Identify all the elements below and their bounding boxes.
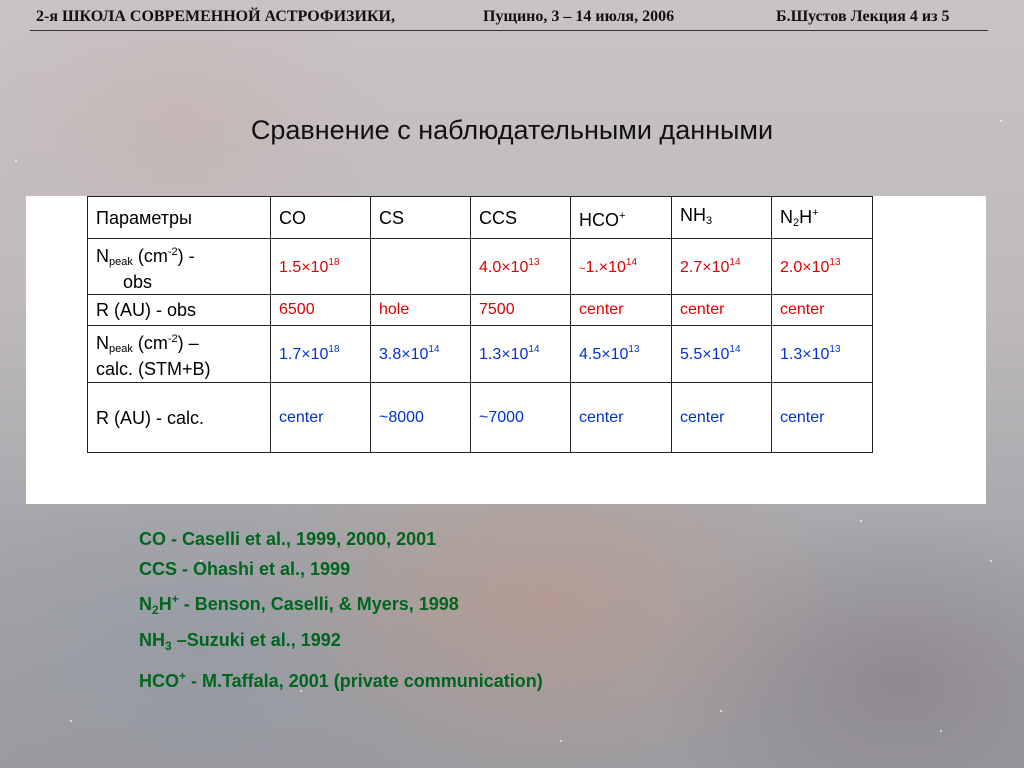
comparison-table xyxy=(87,196,873,453)
cell-npeak-obs-n2h: $2.0\times 10^{13}$ xyxy=(772,239,873,295)
cell-npeak-obs-co: $1.5\times 10^{18}$ xyxy=(271,239,371,295)
header-place-date: Пущино, 3 – 14 июля, 2006 xyxy=(483,8,675,25)
cell-r-obs-hco: center xyxy=(571,295,672,326)
header-nh3: $NH_3$ xyxy=(672,197,772,239)
cell-r-calc-hco: center xyxy=(571,383,672,453)
cell-npeak-calc-ccs: $1.3\times 10^{14}$ xyxy=(471,326,571,383)
references-list xyxy=(139,524,543,696)
header-divider xyxy=(30,30,988,31)
row-label-r-calc: R (AU) - calc. xyxy=(88,383,271,453)
row-label-npeak-obs: $N_{peak}$ $(cm^{-2})$ - obs xyxy=(88,239,271,295)
header-lecture: Б.Шустов Лекция 4 из 5 xyxy=(776,8,950,25)
cell-r-obs-n2h: center xyxy=(772,295,873,326)
reference-nh3: $NH_3$ –Suzuki et al., 1992 xyxy=(139,630,341,653)
reference-ccs: CCS - Ohashi et al., 1999 xyxy=(139,559,351,579)
cell-r-calc-ccs: ~7000 xyxy=(471,383,571,453)
cell-r-obs-cs: hole xyxy=(371,295,471,326)
row-label-r-obs: R (AU) - obs xyxy=(88,295,271,326)
cell-r-obs-ccs: 7500 xyxy=(471,295,571,326)
cell-npeak-calc-nh3: $5.5\times 10^{14}$ xyxy=(672,326,772,383)
reference-n2h: $N_2H^+$ - Benson, Caselli, & Myers, 1998 xyxy=(139,592,459,617)
cell-npeak-calc-hco: $4.5\times 10^{13}$ xyxy=(571,326,672,383)
header-co: CO xyxy=(271,197,371,239)
slide-header xyxy=(0,8,1024,30)
table-row-r-calc xyxy=(88,383,873,453)
cell-r-calc-n2h: center xyxy=(772,383,873,453)
cell-npeak-obs-hco: $\sim 1.\times 10^{14}$ xyxy=(571,239,672,295)
table-header-row xyxy=(88,197,873,239)
table-row-npeak-calc xyxy=(88,326,873,383)
cell-npeak-obs-nh3: $2.7\times 10^{14}$ xyxy=(672,239,772,295)
cell-r-obs-nh3: center xyxy=(672,295,772,326)
table-row-r-obs xyxy=(88,295,873,326)
cell-npeak-obs-ccs: $4.0\times 10^{13}$ xyxy=(471,239,571,295)
header-n2h: $N_2H^+$ xyxy=(772,197,873,239)
reference-hco: HCO+ - M.Taffala, 2001 (private communication) xyxy=(139,669,543,691)
cell-r-calc-co: center xyxy=(271,383,371,453)
header-param: Параметры xyxy=(88,197,271,239)
table-row-npeak-obs xyxy=(88,239,873,295)
reference-co: CO - Caselli et al., 1999, 2000, 2001 xyxy=(139,529,437,549)
cell-npeak-obs-cs xyxy=(371,239,471,295)
header-ccs: CCS xyxy=(471,197,571,239)
cell-r-calc-cs: ~8000 xyxy=(371,383,471,453)
cell-r-calc-nh3: center xyxy=(672,383,772,453)
row-label-npeak-calc: $N_{peak}$ $(cm^{-2})$ – calc. (STM+B) xyxy=(88,326,271,383)
cell-npeak-calc-co: $1.7\times 10^{18}$ xyxy=(271,326,371,383)
slide-title: Сравнение с наблюдательными данными xyxy=(250,115,774,145)
cell-r-obs-co: 6500 xyxy=(271,295,371,326)
cell-npeak-calc-n2h: $1.3\times 10^{13}$ xyxy=(772,326,873,383)
header-school: 2-я ШКОЛА СОВРЕМЕННОЙ АСТРОФИЗИКИ, xyxy=(36,8,395,25)
header-cs: CS xyxy=(371,197,471,239)
cell-npeak-calc-cs: $3.8\times 10^{14}$ xyxy=(371,326,471,383)
header-hco: HCO+ xyxy=(571,197,672,239)
